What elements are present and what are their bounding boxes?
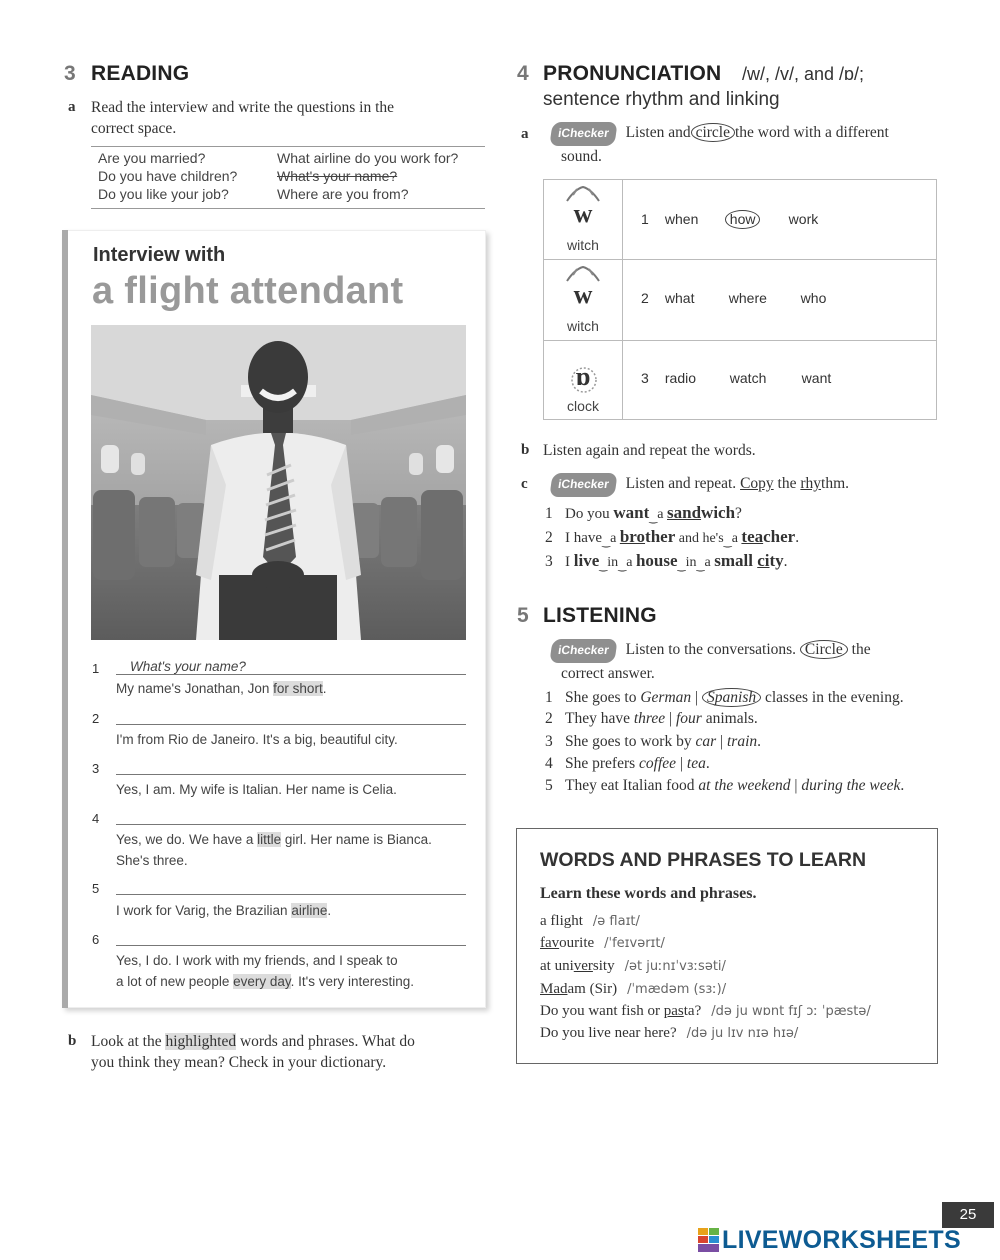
listening-item	[545, 710, 758, 728]
answer-option[interactable]: three	[633, 710, 666, 727]
instruction-text: .	[845, 475, 850, 492]
row-divider	[543, 340, 937, 341]
vocab-entry	[540, 981, 726, 998]
vocab-entry	[540, 1003, 871, 1020]
answer-line	[116, 724, 466, 725]
response-text: girl. Her name is Bianca.	[281, 832, 432, 847]
instruction-text: Look at the	[91, 1033, 166, 1050]
vocab-entry	[540, 958, 726, 975]
item-number: 2	[545, 710, 553, 727]
reading-a-letter: a	[68, 99, 76, 115]
listening-section-title: LISTENING	[543, 604, 657, 627]
vocab-word: ta?	[683, 1003, 702, 1019]
word-box-item-crossed: What's your name?	[277, 168, 398, 184]
word-option-circled[interactable]: how	[725, 210, 761, 229]
item-number: 4	[545, 755, 553, 772]
response-3: Yes, I am. My wife is Italian. Her name is Celia.	[116, 782, 397, 797]
pron-a-instruction	[551, 122, 889, 167]
rhythm-sentence-3: 3 I live‿in‿a house‿in‿a small city.	[545, 551, 788, 572]
pron-a-line: sound.	[561, 148, 602, 165]
highlighted-phrase: for short	[273, 681, 323, 696]
item-text: She goes to work by	[565, 733, 696, 750]
vocab-entry	[540, 935, 665, 952]
highlighted-phrase: every day	[233, 974, 291, 989]
question-number: 3	[92, 761, 100, 776]
row-divider	[543, 259, 937, 260]
stressed-word: rhythm	[800, 475, 846, 492]
answer-option[interactable]: train	[726, 733, 758, 750]
vocab-word: at uni	[540, 958, 574, 974]
option-separator: |	[676, 755, 687, 772]
word-row-2	[641, 290, 826, 306]
response-1	[116, 678, 326, 699]
word-box-item: Are you married?	[98, 150, 206, 166]
highlighted-word: airline	[291, 903, 328, 918]
word-box-item: Where are you from?	[277, 186, 409, 202]
pron-a-letter: a	[521, 126, 529, 142]
answer-line	[116, 674, 466, 675]
instruction-text: Listen and repeat.	[625, 475, 741, 492]
response-line	[116, 971, 414, 992]
reading-a-instruction	[91, 97, 394, 139]
rhythm-sentence-2: 2 I have‿a brother and he's‿a teacher.	[545, 527, 800, 548]
reading-b-letter: b	[68, 1033, 77, 1049]
question-number: 4	[92, 811, 100, 826]
response-text: a lot of new people	[116, 974, 234, 989]
reading-b-instruction	[91, 1031, 415, 1073]
listening-item	[545, 733, 761, 751]
vocab-word: sity	[592, 958, 615, 974]
word-box-item: What airline do you work for?	[277, 150, 459, 166]
vocab-ipa: /ˈmædəm (sɜː)/	[627, 982, 727, 997]
symbol-w: w	[573, 280, 593, 309]
answer-option-circled[interactable]: Spanish	[702, 688, 761, 707]
item-text: She goes to	[565, 689, 641, 706]
answer-option[interactable]: during the week	[801, 777, 901, 794]
item-text: She prefers	[565, 755, 640, 772]
highlighted-word: highlighted	[165, 1033, 237, 1050]
words-phrases-subtitle: Learn these words and phrases.	[540, 885, 757, 902]
liveworksheets-logo-mark	[698, 1228, 720, 1252]
vocab-stress: pas	[663, 1003, 684, 1019]
vocab-word: ourite	[559, 935, 595, 951]
question-number: 2	[92, 711, 100, 726]
interview-heading-large: a flight attendant	[92, 270, 404, 312]
rhythm-sentence-1: 1 Do you want‿a sandwich?	[545, 503, 742, 524]
response-text: . It's very interesting.	[290, 974, 414, 989]
vocab-word: Do you want fish or	[540, 1003, 664, 1019]
instruction-text: the	[773, 475, 801, 492]
reading-section-number: 3	[64, 62, 76, 85]
answer-option[interactable]: car	[695, 733, 717, 750]
pronunciation-subtitle: sentence rhythm and linking	[543, 89, 780, 110]
item-text: classes in the evening.	[761, 689, 904, 706]
reading-b-line	[91, 1031, 415, 1052]
listening-instruction-line	[551, 639, 871, 663]
item-text: animals.	[701, 710, 758, 727]
reading-section-title: READING	[91, 62, 190, 85]
response-5	[116, 900, 331, 921]
words-phrases-title: WORDS AND PHRASES TO LEARN	[540, 849, 867, 871]
vocab-ipa: /də ju lɪv nɪə hɪə/	[686, 1026, 799, 1041]
option-separator: |	[665, 710, 676, 727]
response-text: .	[322, 681, 327, 696]
circled-instruction-word: Circle	[800, 640, 848, 659]
option-separator: |	[716, 733, 727, 750]
highlighted-word: little	[257, 832, 282, 847]
response-2: I'm from Rio de Janeiro. It's a big, beautiful city.	[116, 732, 398, 747]
liveworksheets-logo-icon	[698, 1228, 720, 1252]
sentence-number: 3	[545, 553, 553, 570]
pronunciation-title-suffix: /w/, /v/, and /ɒ/;	[742, 64, 865, 84]
word-option[interactable]: radio	[664, 370, 697, 386]
symbol-caption: witch	[567, 237, 599, 253]
response-line: She's three.	[116, 853, 188, 868]
instruction-text: Listen and	[625, 124, 691, 141]
listening-instruction	[551, 639, 871, 684]
answer-option[interactable]: at the weekend	[698, 777, 791, 794]
flight-attendant-illustration	[91, 325, 466, 640]
word-box-item: Do you have children?	[98, 168, 238, 184]
ichecker-badge[interactable]: iChecker	[549, 122, 617, 146]
answer-line	[116, 894, 466, 895]
listening-section-number: 5	[517, 604, 529, 627]
answer-option[interactable]: tea	[686, 755, 706, 772]
item-text: They have	[565, 710, 634, 727]
response-6	[116, 950, 414, 992]
row-number: 1	[641, 211, 649, 227]
instruction-text: the	[851, 641, 871, 658]
answer-option[interactable]: coffee	[639, 755, 677, 772]
sentence-number: 2	[545, 529, 553, 546]
vocab-ipa: /də ju wɒnt fɪʃ ɔː ˈpæstə/	[711, 1004, 871, 1019]
pronunciation-section-number: 4	[517, 62, 529, 85]
pron-c-letter: c	[521, 476, 528, 492]
item-text: .	[900, 777, 905, 794]
response-text: My name's Jonathan, Jon	[116, 681, 274, 696]
word-row-3	[641, 370, 831, 386]
question-number: 6	[92, 932, 100, 947]
item-number: 1	[545, 689, 553, 706]
vocab-ipa: /ət juːnɪˈvɜːsəti/	[624, 959, 726, 974]
vocab-word: Do you live near here?	[540, 1025, 677, 1041]
answer-option[interactable]: four	[676, 710, 702, 727]
vocab-word: a flight	[540, 913, 583, 929]
pron-b-instruction: Listen again and repeat the words.	[543, 442, 756, 459]
response-text: Yes, we do. We have a	[116, 832, 258, 847]
word-option[interactable]: where	[728, 290, 767, 306]
response-line: Yes, I do. I work with my friends, and I speak to	[116, 953, 398, 968]
word-option[interactable]: watch	[729, 370, 767, 386]
ichecker-badge[interactable]: iChecker	[549, 473, 617, 497]
pron-b-letter: b	[521, 442, 530, 458]
word-option[interactable]: what	[664, 290, 695, 306]
answer-option[interactable]: German	[640, 689, 692, 706]
item-text: They eat Italian food	[565, 777, 699, 794]
instruction-text: words and phrases. What do	[236, 1033, 415, 1050]
page-number-badge: 25	[942, 1202, 994, 1228]
symbol-caption: clock	[567, 398, 599, 414]
response-line	[116, 829, 432, 850]
item-number: 5	[545, 777, 553, 794]
instruction-text: Listen to the conversations.	[625, 641, 797, 658]
row-number: 2	[641, 290, 649, 306]
pron-c-instruction	[551, 473, 849, 497]
pron-a-line	[551, 122, 889, 146]
reading-b-line: you think they mean? Check in your dictionary.	[91, 1054, 387, 1071]
item-text: .	[757, 733, 762, 750]
item-text: .	[705, 755, 710, 772]
vocab-stress: Mad	[540, 981, 568, 997]
response-4	[116, 829, 432, 871]
instruction-text: the word with a different	[735, 124, 889, 141]
interview-panel-bar	[62, 230, 68, 1008]
response-text: .	[327, 903, 332, 918]
listening-instruction-line: correct answer.	[561, 665, 655, 682]
vocab-entry	[540, 1025, 798, 1042]
question-number: 5	[92, 881, 100, 896]
answer-line	[116, 774, 466, 775]
circled-instruction-word: circle	[691, 123, 735, 142]
item-number: 3	[545, 733, 553, 750]
answer-field-1[interactable]: What's your name?	[130, 659, 246, 674]
liveworksheets-brand[interactable]: LIVEWORKSHEETS	[722, 1226, 961, 1254]
vocab-ipa: /ə flaɪt/	[592, 914, 640, 929]
vocab-word: am (Sir)	[567, 981, 618, 997]
symbol-caption: witch	[567, 318, 599, 334]
sentence-number: 1	[545, 505, 553, 522]
listening-item	[545, 688, 904, 707]
vocab-stress: ver	[573, 958, 593, 974]
vocab-stress: fav	[540, 935, 560, 951]
option-separator: |	[790, 777, 802, 794]
word-row-1	[641, 210, 818, 229]
vocab-entry	[540, 913, 640, 930]
reading-a-instruction-line-2: correct space.	[91, 120, 177, 137]
answer-line	[116, 824, 466, 825]
stressed-word: Copy	[740, 475, 774, 492]
answer-line	[116, 945, 466, 946]
word-box-item: Do you like your job?	[98, 186, 229, 202]
ichecker-badge[interactable]: iChecker	[549, 639, 617, 663]
vocab-ipa: /ˈfeɪvərɪt/	[604, 936, 665, 951]
word-option[interactable]: who	[800, 290, 827, 306]
response-text: I work for Varig, the Brazilian	[116, 903, 292, 918]
question-number: 1	[92, 661, 100, 676]
listening-item	[545, 755, 710, 773]
option-separator: |	[691, 689, 703, 706]
interview-heading-small: Interview with	[93, 244, 226, 266]
word-option[interactable]: want	[801, 370, 832, 386]
symbol-o: ɒ	[575, 362, 591, 391]
row-number: 3	[641, 370, 649, 386]
word-option[interactable]: work	[788, 211, 819, 227]
reading-a-instruction-line-1: Read the interview and write the questions in the	[91, 99, 395, 116]
listening-item	[545, 777, 904, 795]
pronunciation-section-title: PRONUNCIATION	[543, 62, 722, 85]
flight-attendant-photo	[91, 325, 466, 640]
symbol-w: w	[573, 199, 593, 228]
word-option[interactable]: when	[664, 211, 699, 227]
